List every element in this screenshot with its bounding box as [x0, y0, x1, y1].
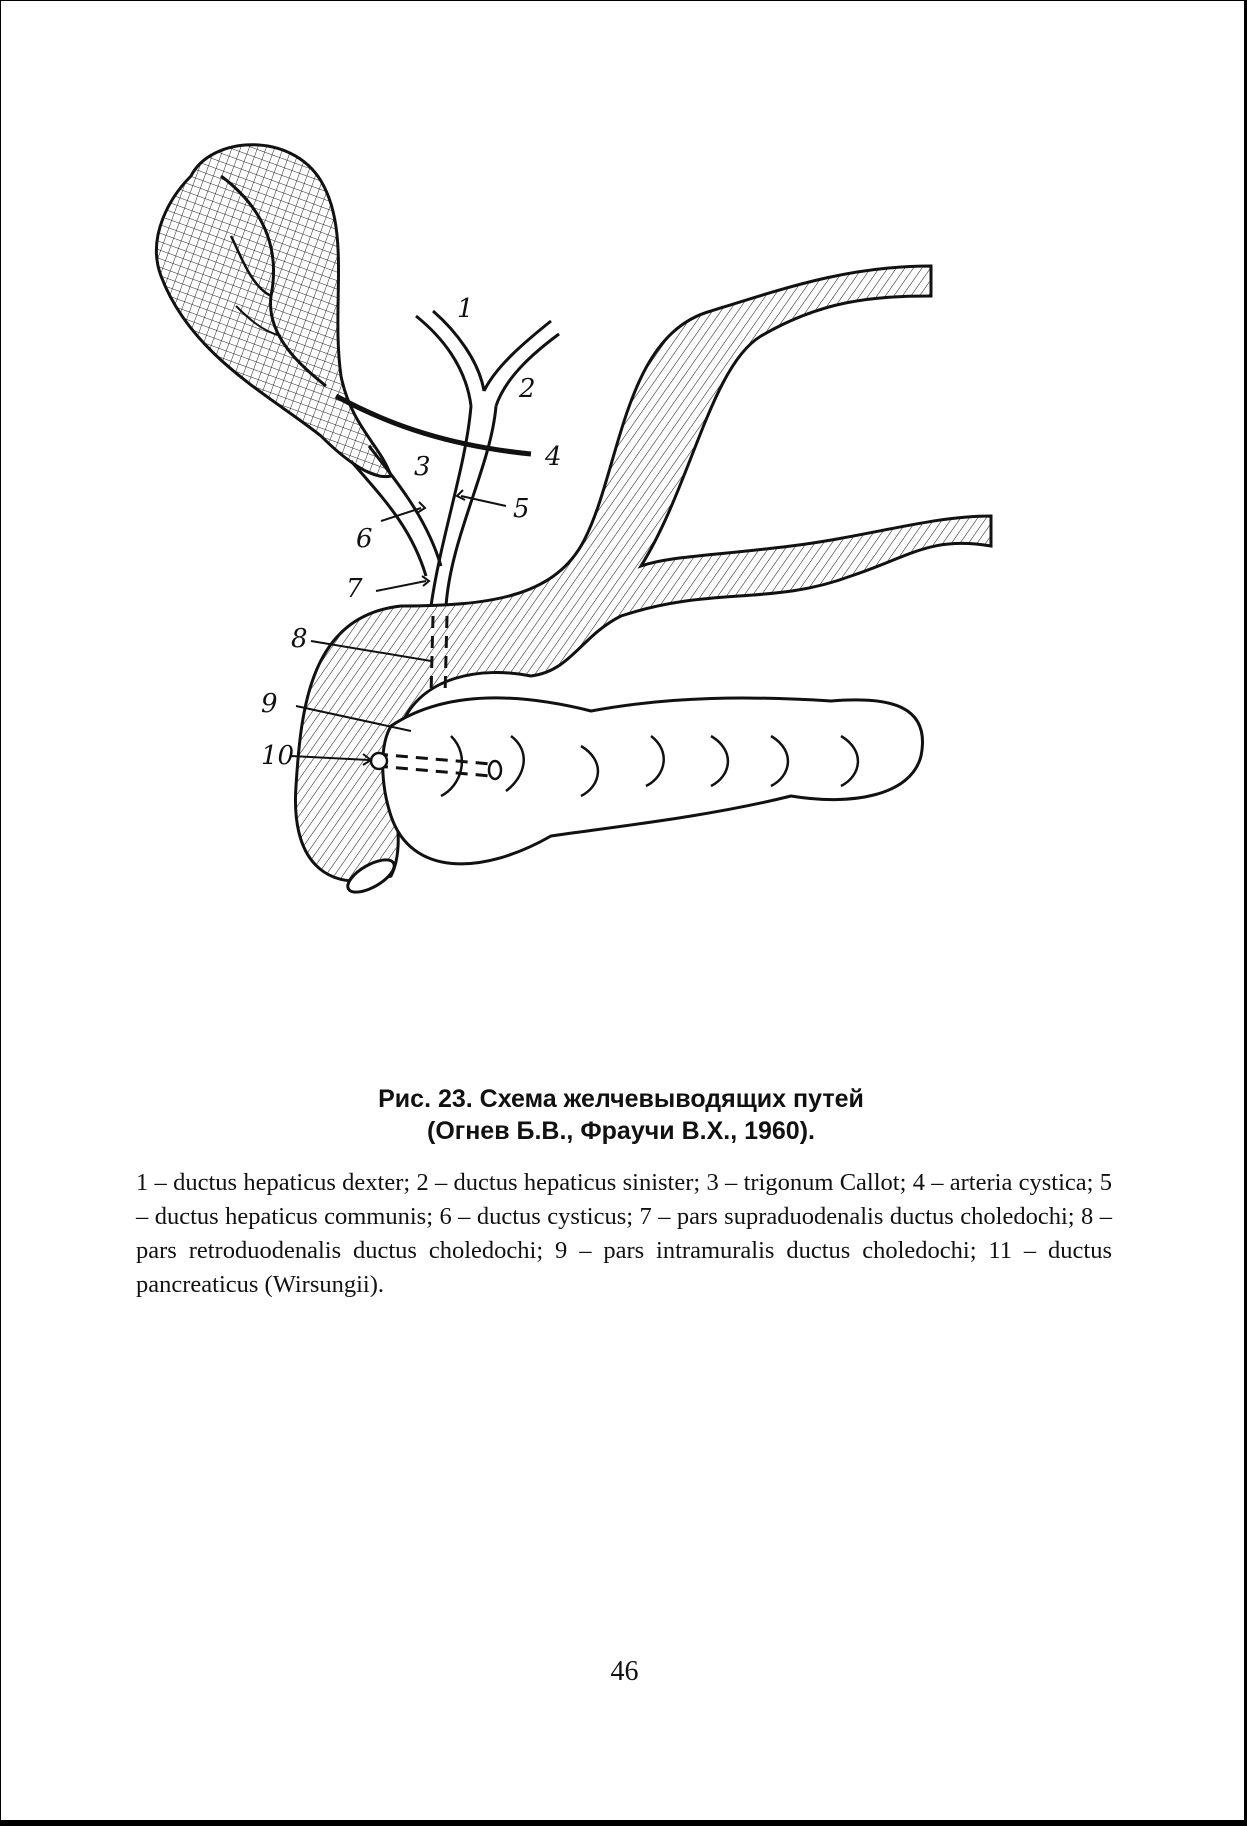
- label-9: 9: [261, 689, 278, 719]
- label-8: 8: [291, 624, 308, 654]
- right-hepatic-duct: [416, 316, 471, 406]
- biliary-tract-illustration: [151, 136, 1091, 1056]
- figure-legend: 1 – ductus hepaticus dexter; 2 – ductus hepaticus sinister; 3 – trigonum Callot; 4 – arteria cystica; 5 – ductus hepaticus communis; 6 – ductus cysticus; 7 – pars supraduodenalis ductus choledochi; 8 – pars retroduodenalis ductus choledochi; 9 – pars intramuralis ductus choledochi; 11 – ductus pancreaticus (Wirsungii).: [136, 1169, 1112, 1298]
- gallbladder: [156, 145, 391, 477]
- figure-caption: [151, 1083, 1091, 1147]
- label-6: 6: [356, 524, 373, 554]
- caption-source: (Огнев Б.В., Фраучи В.Х., 1960).: [427, 1117, 815, 1145]
- label-7: 7: [346, 574, 363, 604]
- label-5: 5: [513, 494, 530, 524]
- label-4: 4: [545, 442, 562, 472]
- label-1: 1: [457, 294, 474, 324]
- label-2: 2: [519, 374, 536, 404]
- label-10: 10: [261, 741, 295, 771]
- caption-title: Рис. 23. Схема желчевыводящих путей: [378, 1085, 864, 1113]
- left-hepatic-duct: [484, 321, 551, 391]
- label-3: 3: [414, 452, 431, 482]
- anatomy-drawing: [151, 136, 1091, 1056]
- page-number: 46: [610, 1656, 639, 1687]
